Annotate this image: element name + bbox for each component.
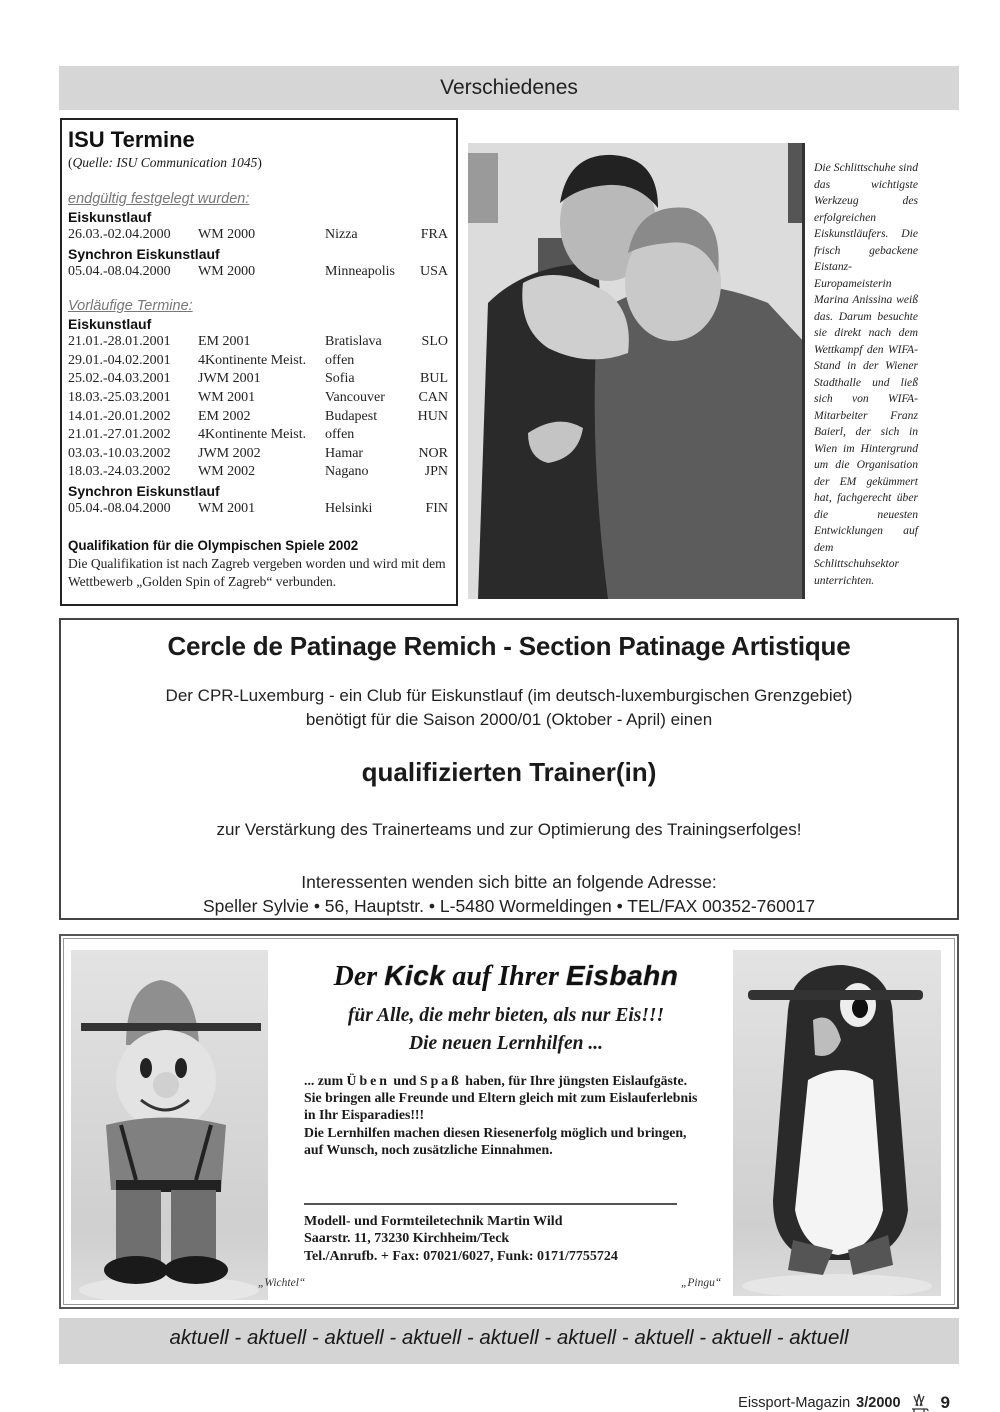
cpr-job-advertisement [59,618,959,920]
isu-title: ISU Termine [68,127,195,152]
event-country [417,352,448,371]
cpr-job-title: qualifizierten Trainer(in) [361,757,657,787]
wild-body-paragraph-2: Sie bringen alle Freunde und Eltern gleich mit zum Eislauferlebnis in Ihr Eisparadies!!! [304,1090,698,1123]
isu-source-text: Quelle: ISU Communication 1045 [72,155,258,170]
event-country: FRA [420,227,448,242]
event-country: USA [419,263,448,279]
event-name: JWM 2001 [198,371,261,387]
event-name: WM 2000 [198,263,256,279]
issue-number: 3/2000 [856,1395,901,1411]
skater-logo-icon [907,1392,931,1412]
event-date: 05.04.-08.04.2000 [68,263,171,279]
event-date: 29.01.-04.02.2001 [68,352,171,368]
olympic-qualification-text: Die Qualifikation ist nach Zagreb vergeben worden und wird mit dem Wettbewerb „Golden Spin of Zagreb“ verbunden. [68,555,446,589]
page-number: 9 [940,1393,950,1412]
event-row [68,226,448,245]
wild-sub-line-2: Die neuen Lernhilfen ... [409,1033,603,1054]
wild-subheadline [286,1002,726,1058]
event-row [68,263,448,282]
headline-eisbahn: Eisbahn [565,960,679,991]
photo-illustration [468,143,805,599]
event-country: SLO [421,334,448,350]
wild-company: Modell- und Formteiletechnik Martin Wild [304,1214,563,1229]
headline-kick: Kick [384,960,446,991]
event-name: WM 2001 [198,500,256,516]
event-city: Nagano [325,464,369,480]
photo-caption: Die Schlittschuhe sind das wichtigste Werkzeug des erfolgreichen Eiskunstläufers. Die frisch gebackene Eistanz-Europameisterin Marina Anissina weiß das. Darum besuchte sie direkt nach dem Wettkampf den WIFA-Stand in der Wiener Stadthalle und ließ sich von WIFA-Mitarbeiter Franz Baierl, der sich in Wien im Hintergrund um die Organisation der EM gekümmert hat, fachgerecht über die neuesten Entwicklungen auf dem Schlittschuhsektor unterrichten. [814,161,918,587]
event-date: 14.01.-20.01.2002 [68,408,171,424]
pingu-figure-icon [733,950,941,1296]
wichtel-figure-icon [71,950,268,1300]
wild-sub-line-1: für Alle, die mehr bieten, als nur Eis!!! [347,1005,665,1026]
wild-body-paragraph-3: Die Lernhilfen machen diesen Riesenerfolg möglich und bringen, auf Wunsch, noch zusätzliche Einnahmen. [304,1124,687,1157]
final-heading: endgültig festgelegt wurden: [68,191,250,207]
final-dates-list [68,208,448,281]
event-country: FIN [425,500,448,516]
provisional-heading: Vorläufige Termine: [68,298,193,315]
event-row [68,352,448,371]
section-title: Verschiedenes [440,76,578,99]
category-heading: Eiskunstlauf [68,209,152,225]
olympic-qualification-heading: Qualifikation für die Olympischen Spiele 2002 [68,537,359,553]
event-name: 4Kontinente Meist. [198,427,307,443]
event-date: 18.03.-25.03.2001 [68,389,171,405]
event-city: Helsinki [325,500,373,516]
event-row [68,389,448,408]
event-date: 21.01.-28.01.2001 [68,334,171,350]
section-header [59,66,959,110]
cpr-contact-address: Speller Sylvie • 56, Hauptstr. • L-5480 Wormeldingen • TEL/FAX 00352-760017 [202,896,816,916]
wild-headline: Der Kick auf Ihrer Eisbahn [333,960,679,992]
event-city: Sofia [325,371,355,387]
wichtel-figure-photo [71,950,268,1300]
event-name: WM 2001 [198,389,256,405]
isu-source: (Quelle: ISU Communication 1045) [68,155,262,170]
cpr-contact [61,870,957,918]
wild-body-paragraph-1: ... zum Üben und Spaß haben, für Ihre jüngsten Eislaufgäste. [304,1073,688,1088]
event-city: offen [325,427,355,443]
event-row [68,333,448,352]
event-country: JPN [424,464,448,480]
event-row [68,463,448,482]
divider [304,1203,677,1205]
isu-termine-box [60,118,458,606]
event-city: Budapest [325,408,378,424]
event-country [417,426,448,445]
event-row [68,370,448,389]
category-heading: Eiskunstlauf [68,316,152,333]
page-footer [738,1392,950,1412]
provisional-dates-list [68,315,448,518]
cpr-contact-intro: Interessenten wenden sich bitte an folgende Adresse: [301,872,717,892]
photo-anissina-baierl [468,143,805,599]
cpr-intro [61,684,957,732]
event-country: HUN [417,408,448,424]
event-city: Bratislava [325,334,382,350]
wild-contact [304,1213,724,1265]
martin-wild-advertisement [59,934,959,1309]
pingu-figure-photo [733,950,941,1296]
cpr-intro-line-1: Der CPR-Luxemburg - ein Club für Eiskunstlauf (im deutsch-luxemburgischen Grenzgebiet) [165,686,853,705]
cpr-intro-line-2: benötigt für die Saison 2000/01 (Oktober - April) einen [305,710,713,729]
event-city: Minneapolis [325,263,395,279]
category-heading: Synchron Eiskunstlauf [68,245,220,262]
label-wichtel: „Wichtel“ [258,1277,306,1289]
event-date: 18.03.-24.03.2002 [68,464,171,480]
event-date: 21.01.-27.01.2002 [68,427,171,443]
event-date: 26.03.-02.04.2000 [68,227,171,242]
event-name: JWM 2002 [198,445,261,461]
event-city: offen [325,352,355,368]
event-date: 25.02.-04.03.2001 [68,371,171,387]
wild-phone: Tel./Anrufb. + Fax: 07021/6027, Funk: 0171/7755724 [304,1248,618,1264]
event-country: BUL [420,371,448,387]
event-date: 03.03.-10.03.2002 [68,445,171,461]
aktuell-text: aktuell - aktuell - aktuell - aktuell - aktuell - aktuell - aktuell - aktuell - aktuell [169,1326,849,1349]
cpr-purpose: zur Verstärkung des Trainerteams und zur Optimierung des Trainingserfolges! [216,820,802,839]
event-name: EM 2002 [198,408,251,424]
event-date: 05.04.-08.04.2000 [68,500,171,516]
event-name: 4Kontinente Meist. [198,352,307,368]
event-city: Hamar [325,445,364,461]
category-heading: Synchron Eiskunstlauf [68,482,220,499]
aktuell-banner [59,1318,959,1364]
event-city: Nizza [325,227,358,242]
event-name: WM 2000 [198,227,256,242]
event-country: NOR [418,445,448,461]
event-row [68,500,448,519]
event-row [68,445,448,464]
event-row [68,408,448,427]
event-row [68,426,448,445]
wild-address: Saarstr. 11, 73230 Kirchheim/Teck [304,1231,510,1247]
event-name: EM 2001 [198,334,251,350]
cpr-title: Cercle de Patinage Remich - Section Patinage Artistique [167,631,851,661]
label-pingu: „Pingu“ [681,1277,722,1289]
magazine-name: Eissport-Magazin [738,1395,851,1411]
event-country: CAN [418,389,448,405]
event-name: WM 2002 [198,464,256,480]
event-city: Vancouver [325,389,385,405]
wild-body-text [304,1072,704,1158]
